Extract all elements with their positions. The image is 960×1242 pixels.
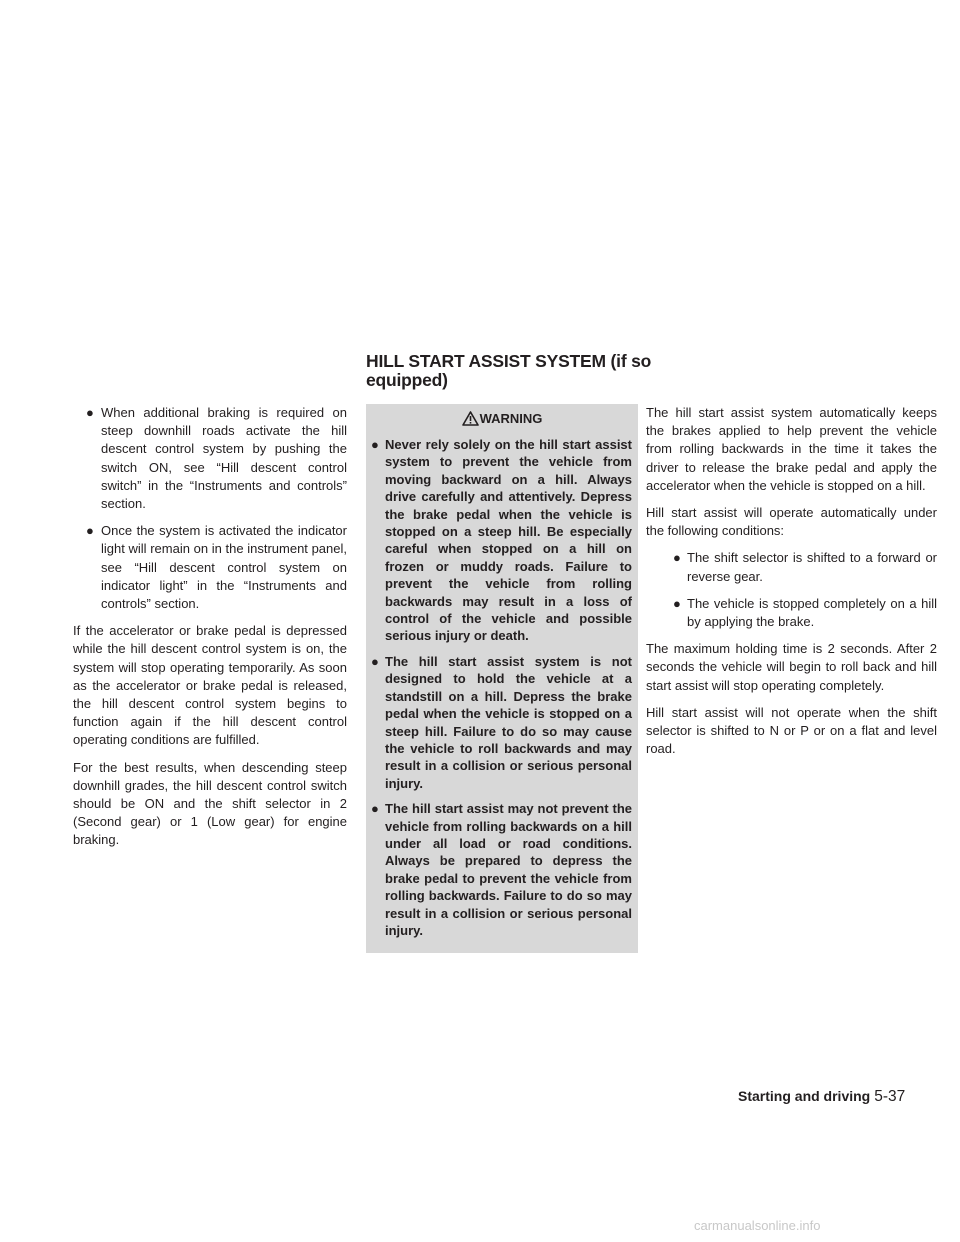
- warning-item: [366, 653, 638, 792]
- paragraph: If the accelerator or brake pedal is depressed while the hill descent control system is on, the system will stop operating temporarily. As soon as the accelerator or brake pedal is released, the hill descent control system begins to function again if the hill descent control operating conditions are fulfilled.: [73, 623, 347, 748]
- bullet-icon: ●: [371, 801, 379, 817]
- paragraph: The hill start assist system automatically keeps the brakes applied to help prevent the vehicle from rolling backwards in the time it takes the driver to release the brake pedal and apply the accelerator when the vehicle is stopped on a hill.: [646, 405, 937, 493]
- warning-item: [366, 800, 638, 939]
- bullet-icon: ●: [371, 437, 379, 452]
- warning-item-text: The hill start assist system is not designed to hold the vehicle at a standstill on a hill. Depress the brake pedal when the vehicle is stopped on a steep hill. Failure to do so may cause the vehicle to roll backwards and may result in a collision or serious personal injury.: [385, 653, 632, 791]
- paragraph: Hill start assist will not operate when the shift selector is shifted to N or P or on a flat and level road.: [646, 704, 937, 757]
- bullet-icon: ●: [86, 405, 94, 420]
- warning-title: [366, 404, 638, 432]
- bullet-text: The vehicle is stopped completely on a hill by applying the brake.: [687, 595, 937, 630]
- paragraph: The maximum holding time is 2 seconds. After 2 seconds the vehicle will begin to roll back and hill start assist will stop operating completely.: [646, 641, 937, 693]
- footer-section-title: Starting and driving: [738, 1088, 871, 1104]
- bullet-text: When additional braking is required on steep downhill roads activate the hill descent control system by pushing the switch ON, see “Hill descent control switch” in the “Instruments and controls” section.: [101, 405, 347, 512]
- warning-item: [366, 436, 638, 645]
- warning-item-text: The hill start assist may not prevent the vehicle from rolling backwards on a hill under all load or road conditions. Always be prepared to depress the brake pedal to prevent the vehicle from rolling backwards. Failure to do so may result in a collision or serious personal injury.: [385, 801, 632, 938]
- bullet-icon: ●: [371, 653, 379, 669]
- bullet-icon: ●: [86, 523, 94, 539]
- warning-triangle-icon: [462, 411, 479, 426]
- list-item: [73, 404, 347, 513]
- warning-box: [366, 404, 638, 953]
- right-column: [646, 404, 937, 767]
- section-heading: HILL START ASSIST SYSTEM (if so equipped): [366, 351, 652, 390]
- warning-item-text: Never rely solely on the hill start assist system to prevent the vehicle from moving backward on a hill. Always drive carefully and attentively. Depress the brake pedal when the vehicle is stopped on a steep hill. Be especially careful when stopped on a hill on frozen or muddy roads. Failure to prevent the vehicle from rolling backwards may result in a loss of control of the vehicle and possible serious injury or death.: [385, 437, 632, 644]
- warning-title-text: WARNING: [479, 411, 543, 426]
- page-number: 5-37: [874, 1088, 906, 1105]
- list-item: [73, 522, 347, 613]
- left-column: [73, 404, 347, 859]
- bullet-icon: ●: [673, 550, 681, 566]
- bullet-icon: ●: [673, 595, 681, 611]
- paragraph: Hill start assist will operate automatically under the following conditions:: [646, 505, 937, 539]
- list-item: [646, 549, 937, 585]
- list-item: [646, 595, 937, 631]
- page-footer: [738, 1088, 938, 1106]
- bullet-text: The shift selector is shifted to a forward or reverse gear.: [687, 550, 937, 584]
- watermark: carmanualsonline.info: [694, 1218, 821, 1233]
- bullet-text: Once the system is activated the indicator light will remain on in the instrument panel, see “Hill descent control system on indicator light” in the “Instruments and controls” section.: [101, 523, 347, 612]
- paragraph: For the best results, when descending steep downhill grades, the hill descent control switch should be ON and the shift selector in 2 (Second gear) or 1 (Low gear) for engine braking.: [73, 759, 347, 848]
